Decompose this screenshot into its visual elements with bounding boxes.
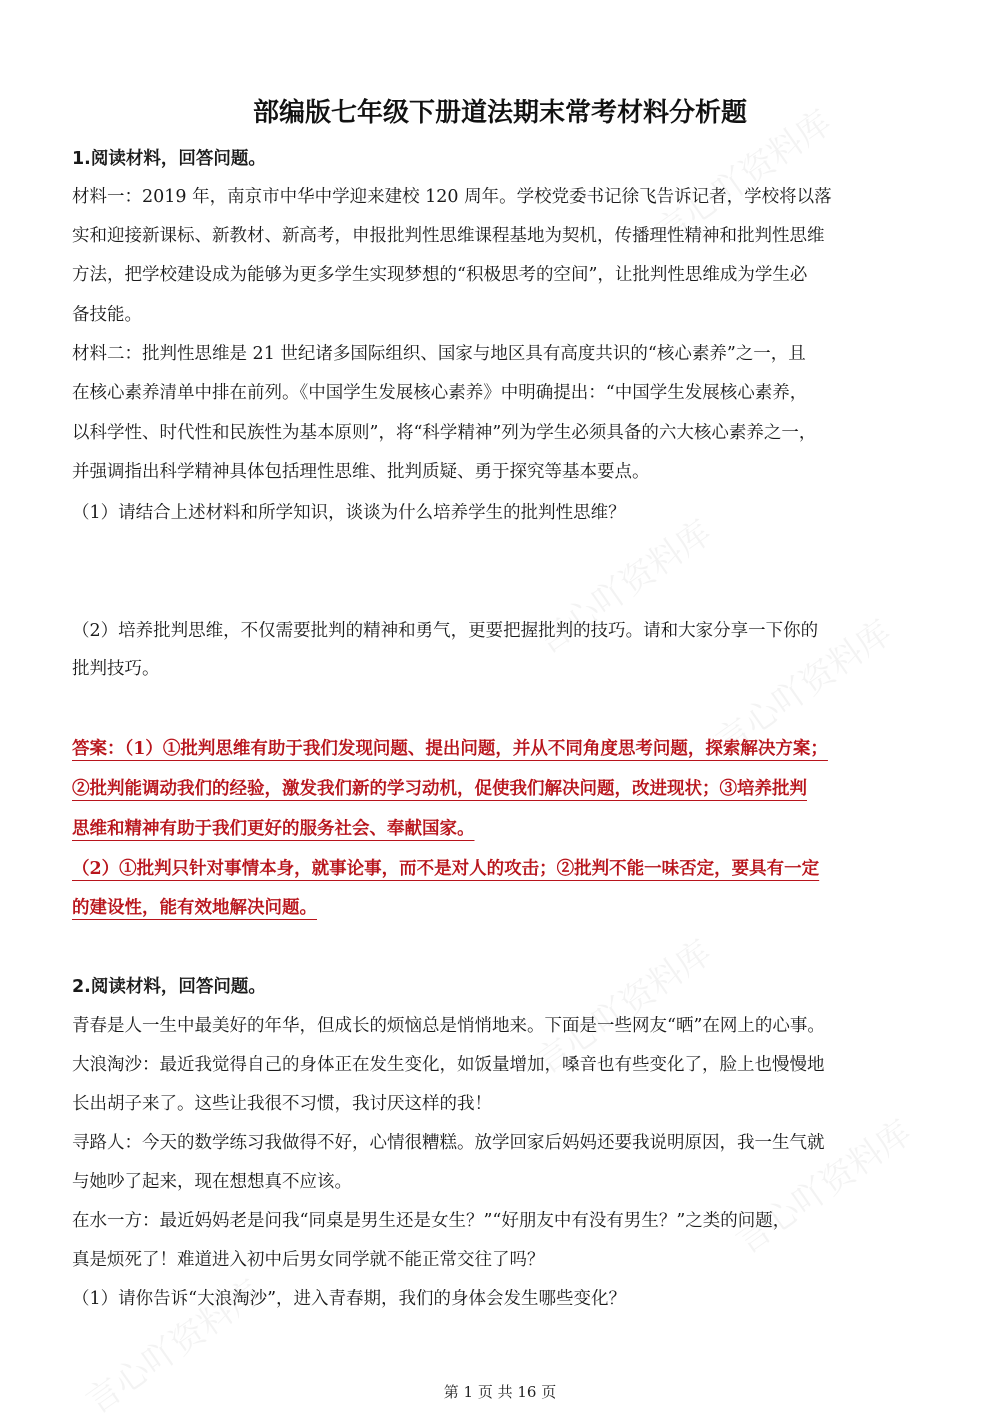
q2-line: 真是烦死了！难道进入初中后男女同学就不能正常交往了吗？ — [72, 1250, 545, 1270]
q1-line: 并强调指出科学精神具体包括理性思维、批判质疑、勇于探究等基本要点。 — [72, 462, 650, 482]
q1-subquestion-1: （1）请结合上述材料和所学知识，谈谈为什么培养学生的批判性思维？ — [72, 503, 626, 523]
q2-subquestion-1: （1）请你告诉“大浪淘沙”，进入青春期，我们的身体会发生哪些变化？ — [72, 1289, 627, 1309]
answer-line: ②批判能调动我们的经验，激发我们新的学习动机，促使我们解决问题，改进现状；③培养批判 — [72, 779, 807, 799]
q2-line: 大浪淘沙：最近我觉得自己的身体正在发生变化，如饭量增加，嗓音也有些变化了，脸上也慢慢地 — [72, 1055, 825, 1075]
q2-line: 在水一方：最近妈妈老是问我“同桌是男生还是女生？”“好朋友中有没有男生？”之类的问题， — [72, 1211, 791, 1231]
q1-line: 批判技巧。 — [72, 659, 160, 679]
q2-line: 寻路人：今天的数学练习我做得不好，心情很糟糕。放学回家后妈妈还要我说明原因，我一生气就 — [72, 1133, 825, 1153]
answer-line: 答案：（1）①批判思维有助于我们发现问题、提出问题，并从不同角度思考问题，探索解决方案； — [72, 739, 828, 759]
q1-line: 以科学性、时代性和民族性为基本原则”，将“科学精神”列为学生必须具备的六大核心素养之一， — [72, 423, 817, 443]
q2-line: 与她吵了起来，现在想想真不应该。 — [72, 1172, 352, 1192]
q1-line: 方法，把学校建设成为能够为更多学生实现梦想的“积极思考的空间”，让批判性思维成为学生必 — [72, 265, 808, 285]
q1-line: 备技能。 — [72, 305, 142, 325]
q2-line: 长出胡子来了。这些让我很不习惯，我讨厌这样的我！ — [72, 1094, 492, 1114]
page-number: 第 1 页 共 16 页 — [443, 1383, 557, 1401]
q1-line: 材料一：2019 年，南京市中华中学迎来建校 120 周年。学校党委书记徐飞告诉记者，学校将以落 — [72, 187, 832, 207]
question-1-heading: 1.阅读材料，回答问题。 — [72, 149, 266, 169]
answer-line: 思维和精神有助于我们更好的服务社会、奉献国家。 — [72, 819, 475, 839]
q1-subquestion-2: （2）培养批判思维，不仅需要批判的精神和勇气，更要把握批判的技巧。请和大家分享一下你的 — [72, 621, 819, 641]
q1-line: 材料二：批判性思维是 21 世纪诸多国际组织、国家与地区具有高度共识的“核心素养”之一，且 — [72, 344, 806, 364]
answer-line: 的建设性，能有效地解决问题。 — [72, 898, 317, 918]
answer-line: （2）①批判只针对事情本身，就事论事，而不是对人的攻击；②批判不能一味否定，要具有一定 — [72, 859, 820, 879]
page-title: 部编版七年级下册道法期末常考材料分析题 — [252, 98, 747, 128]
question-2-heading: 2.阅读材料，回答问题。 — [72, 977, 266, 997]
q2-line: 青春是人一生中最美好的年华，但成长的烦恼总是悄悄地来。下面是一些网友“晒”在网上的心事。 — [72, 1016, 825, 1036]
q1-line: 在核心素养清单中排在前列。《中国学生发展核心素养》中明确提出：“中国学生发展核心素养， — [72, 383, 808, 403]
q1-line: 实和迎接新课标、新教材、新高考，申报批判性思维课程基地为契机，传播理性精神和批判性思维 — [72, 226, 825, 246]
